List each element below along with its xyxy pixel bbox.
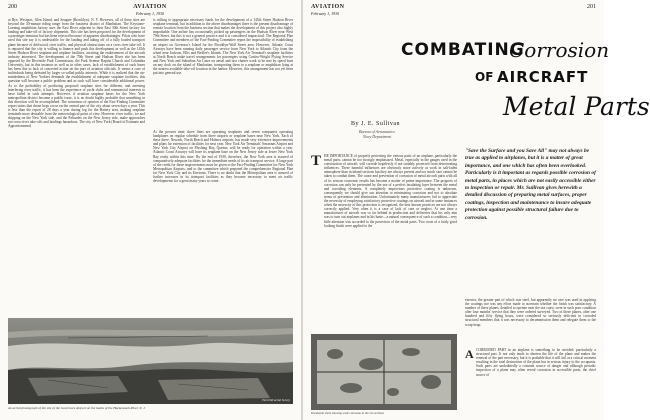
title-word-corrosion: Corrosion (509, 38, 610, 62)
byline: By J. E. Sullivan (351, 121, 401, 127)
title-word-aircraft: AIRCRAFT (497, 68, 589, 86)
title-word-metal-parts: Metal Parts (503, 92, 650, 121)
article-column-2b: At the present time, three lines are operating seaplanes and seven companies operating landplanes on regular schedule from three airports or seaplane bases near New York. Each of these three, Newark, North Beach and Holmes airports, has made very extensive improvements and plans for extension of facilities for next year. New York Air Terminals' Savannas Airport and New York City Airport on Flushing Bay, Queens, will be ready for operation within a year. Atlantic Coast Airways will have its seaplane base on the New Jersey side at lower New York Bay ready within this time. By the end of 1930, therefore, the New York area is assured of comparatively adequate facilities for the immediate needs of its air transport service. A large part of the credit for these improvements must be given to the Fact-Finding Committee for New York Metropolitan Airports, and to the committee which prepared the comprehensive Regional Plan for New York City and its Environs. There is no doubt that the Metropolitan area is assured of further increases in its transport facilities as they become necessary to meet air traffic developments for a great many years to come. (153, 130, 293, 184)
page-number: 201 (587, 4, 596, 10)
drop-cap: T (311, 153, 322, 169)
photo-caption: Duralumin sheet showing scale corrosion at the rim sections (311, 411, 384, 415)
duralumin-photo (311, 334, 457, 410)
title-word-combating: COMBATING (401, 40, 525, 60)
article-column-2: is willing to appropriate necessary funds for the development of a 145th Street Hudson River seaplane terminal, but in addition to the above disadvantages there is the present disadvantage of remote location from the business section that makes the development of this project also highly improbable. One airline has occasionally picked up passengers on the Hudson River near West 79th Street, but this is not a general practice and it is considered impractical. The Regional Plan Committee and members of the Fact-Finding Committee report the impossibility of establishing an airport on Governor's Island for the Brooklyn-Wall Street area. However, Atlantic Coast Airways have been running daily passenger service from New York to Atlantic City from the wharf near Jackson, Ellis and Bedloe's Islands. The New York Air Terminal's seaplane facilities at North Beach make travel arrangements for passengers using Curtiss-Wright Flying Service and New York and Suburban Air Lines on aerial and taxi charter work to be met by speed boat on any dock on the island of Manhattan, transporting them to a seaplane or amphibian lying at the nearest available take-off location in the harbor. However, this arrangement has not yet been put into general use. (153, 18, 293, 76)
header-title: AVIATION (133, 4, 167, 10)
title-word-of: OF (475, 70, 494, 84)
byline-agency: Navy Department (363, 134, 392, 139)
running-header (110, 4, 190, 17)
pull-quote: "Save the Surface and you Save All" may not always be true as applied to airplanes, but it is a matter of great importance, and one which has often been overlooked. Particularly is it important as regards possible corrosion of metal parts, in places which are not easily accessible either to inspection or repair. Mr. Sullivan gives herewith a detailed discussion of preparing metal surfaces, proper coatings, inspection and maintenance to insure adequate protection against possible structural failure due to corrosion. (465, 148, 596, 221)
aerial-photo-image (8, 318, 293, 404)
header-date: February 1, 1930 (311, 10, 340, 16)
drop-cap-2: A (465, 347, 474, 361)
aerial-photo (8, 318, 293, 404)
duralumin-photo-image (311, 334, 457, 410)
article-column-3b: CORRODED PART in an airplane is something to be avoided, particularly a structural part. It not only tends to shorten the life of the plane and makes the renewal of the part necessary, but it is probable that it will fail at a critical moment resulting in the total destruction of the plane but in serious injury to the occupants. Such parts are undoubtedly a constant source of danger and although periodic inspection of a plane may often reveal corrosion in accessible parts, the chief source of (476, 348, 596, 377)
intro-column: HE IMPORTANCE of properly protecting the various parts of an airplane, particularly the metal parts, cannot be too strongly emphasized. Metal, especially in the gauges used in the construction of aircraft, will corrode hopelessly if not suitably protected from deteriorating influences. These harmful influences are obviously more actively at work in salt-laden atmosphere than in inland sections but they are always present and too much care cannot be taken to combat them. The cause and prevention of corrosion of metal aircraft parts with all of its serious economic results has become a matter of prime importance. The progress of corrosion can only be prevented by the use of a perfect insulating layer between the metal and corroding elements. A completely impervious protective coating is unknown, consequently we should give our attention to minimizing corrosion and not to absolute terms of prevention and elimination. Unfortunately many manufacturers fail to appreciate the necessity of employing satisfactory protective coatings on aircraft and in some instances when the necessity of this protection is recognized, the best known practices are not always correctly applied. Very often it is a case of lack of care or neglect. At one time a manufacturer of aircraft was so far behind in production and deliveries that his only aim was to turn out airplanes and in his haste—a natural consequence of such a condition—very little attention was accorded to the protection of the metal parts. Two coats of a fairly good looking finish were applied to the (324, 154, 457, 228)
photo-caption: An aerial photograph of the site of the Governors Airport on the banks of the Hackensack River, N. J. (8, 406, 146, 410)
header-date: February 1, 1930 (135, 10, 165, 16)
right-page (303, 0, 650, 420)
running-header (311, 4, 371, 17)
page-number: 200 (8, 4, 17, 10)
header-title: AVIATION (311, 4, 345, 10)
article-column-1: at Rye, Westport, Glen Island, and Seagate (Brooklyn), N. Y. However, all of these sites are beyond the 30-minute riding range from the business district of Manhattan. The Keystone-Loening amphibian factory uses the East River adjacent to their East 30th Street factory for landing and take-off of factory shipments. This site has been proposed for the development of a passenger terminus but has been rejected because of apparent disadvantages. Pilots who have used this site say it is undesirable for the landing and taking off of a fully loaded transport plane because of driftwood, river traffic, and physical obstructions on a cross river take-off. It is reported that the city is willing to finance and push this development as well as the 145th Street Hudson River seaplane and airplane facilities, awaiting the endorsement of the aircraft industry interested. The development of the 79th Street and Hudson River site has been opposed by the Riverside Park Commission, the Park Avenue Baptist Church and Columbia University, but in this instance as well as in other cases, lack of establishment of such bases has been due to lack of concerted action on the part of aviation officials. It seems a case of individuals being defeated by larger so-called public interests. While it is realized that the air-mindedness of New Yorkers demands the establishment of adequate seaplane facilities, this question will become a public problem and as such will have considerable additional power. As to the probability of producing proposed seaplane sites for different, and arresting interfering river traffic, it has been the experience of yacht clubs and commercial interests to have failed in such attempts. However, if aviation seaplane bases for the New York metropolitan district become a public issue, it is no doubt highly probable that something in this direction will be accomplished. The consensus of opinion of the Fact-Finding Committee report states that drone hops occur on the central part of the city about seven days a year. This is less than the report of 28 days a year during fog for the Battery area, making seaplane terminals more desirable from the meteorological point of view. However, river traffic, ice and shipping on the New York side, and the Palisades on the New Jersey side, make approaches not cross-river take-offs and landings hazardous. The city of New York (Board of Estimate and Apportionment) (8, 18, 145, 129)
byline-department: Bureau of Aeronautics (359, 129, 395, 134)
article-column-3: exterior, the greater part of which was steel, but apparently no care was used in applying the coatings nor was any effort made to ascertain whether the finish was satisfactory. A number of these planes, detailed to operate near the sea coast, were in such poor condition after four months' service that they were ordered surveyed. Two of these planes, after one hundred and fifty flying hours, were considered so seriously deficient in corroded structural members that it was necessary to decommission them and relegate them to the scrap heap. (465, 298, 596, 327)
photo-credit: Fairchild aerial Survey (261, 398, 290, 402)
left-page (0, 0, 301, 420)
